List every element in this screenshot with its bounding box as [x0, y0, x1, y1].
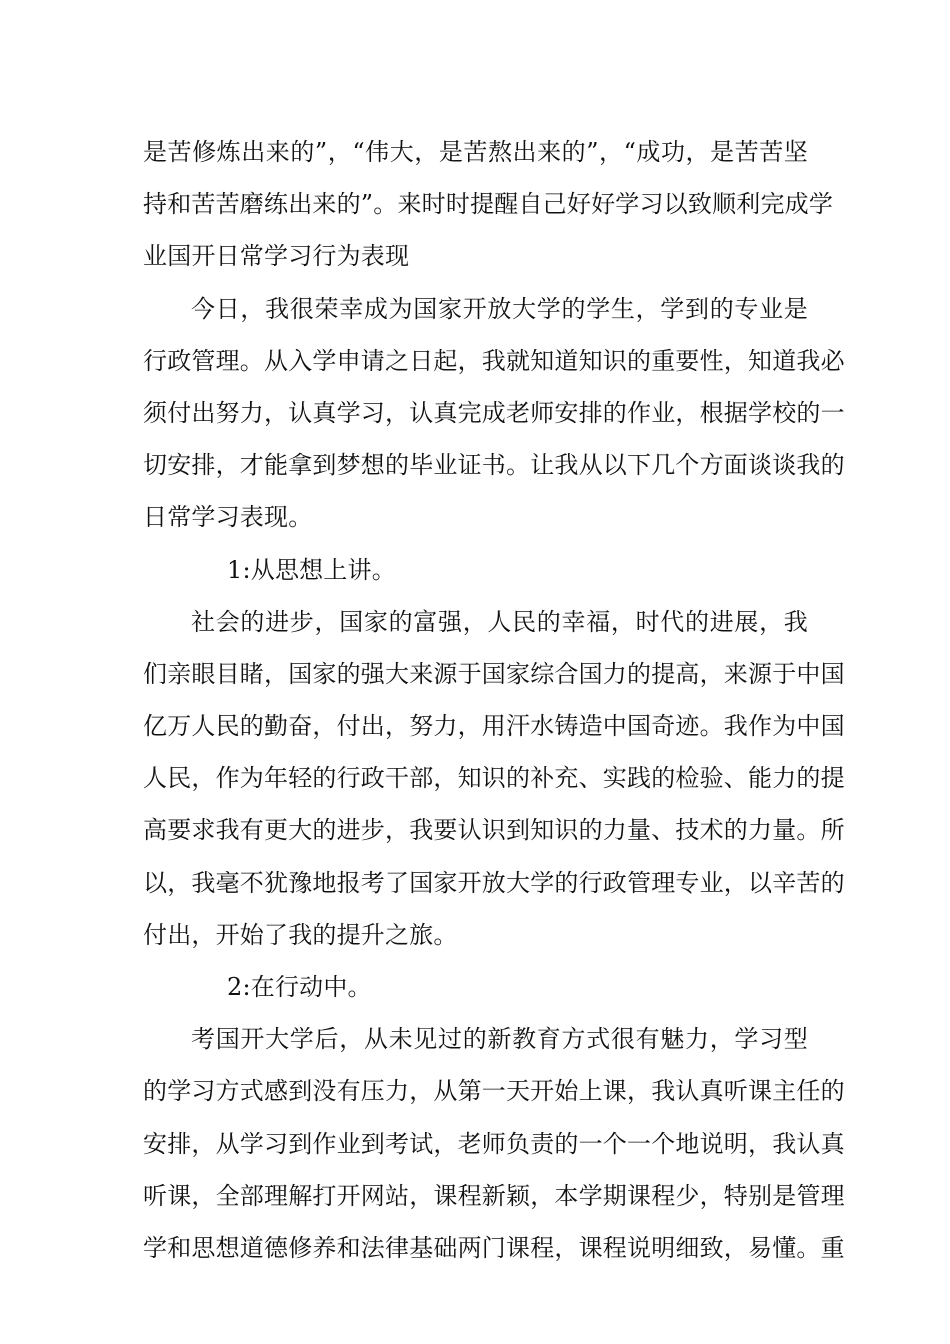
paragraph-first-line: 今日，我很荣幸成为国家开放大学的学生，学到的专业是 — [191, 294, 808, 323]
text-line: 听课，全部理解打开网站，课程新颖，本学期课程少，特别是管理 — [143, 1181, 845, 1210]
paragraph-first-line: 考国开大学后，从未见过的新教育方式很有魅力，学习型 — [191, 1025, 808, 1054]
text-line: 切安排，才能拿到梦想的毕业证书。让我从以下几个方面谈谈我的 — [143, 451, 845, 480]
text-line: 亿万人民的勤奋，付出，努力，用汗水铸造中国奇迹。我作为中国 — [143, 712, 845, 741]
text-line: 以，我毫不犹豫地报考了国家开放大学的行政管理专业，以辛苦的 — [143, 868, 845, 897]
text-line: 人民，作为年轻的行政干部，知识的补充、实践的检验、能力的提 — [143, 764, 845, 793]
text-line: 日常学习表现。 — [143, 503, 313, 532]
text-line: 的学习方式感到没有压力，从第一天开始上课，我认真听课主任的 — [143, 1077, 845, 1106]
text-line: 须付出努力，认真学习，认真完成老师安排的作业，根据学校的一 — [143, 398, 845, 427]
section-heading: 1:从思想上讲。 — [227, 555, 396, 584]
text-line: 行政管理。从入学申请之日起，我就知道知识的重要性，知道我必 — [143, 346, 845, 375]
text-line: 安排，从学习到作业到考试，老师负责的一个一个地说明，我认真 — [143, 1129, 845, 1158]
text-line: 高要求我有更大的进步，我要认识到知识的力量、技术的力量。所 — [143, 816, 845, 845]
text-line: 持和苦苦磨练出来的”。来时时提醒自己好好学习以致顺利完成学 — [143, 190, 834, 219]
text-line: 是苦修炼出来的”，“伟大，是苦熬出来的”，“成功，是苦苦坚 — [143, 138, 808, 166]
paragraph-first-line: 社会的进步，国家的富强，人民的幸福，时代的进展，我 — [191, 607, 808, 636]
document-body — [143, 126, 845, 1274]
text-line: 业国开日常学习行为表现 — [143, 242, 410, 271]
text-line: 学和思想道德修养和法律基础两门课程，课程说明细致，易懂。重 — [143, 1233, 845, 1262]
section-heading: 2:在行动中。 — [227, 973, 372, 1001]
text-line: 们亲眼目睹，国家的强大来源于国家综合国力的提高，来源于中国 — [143, 659, 845, 688]
text-line: 付出，开始了我的提升之旅。 — [143, 920, 458, 949]
